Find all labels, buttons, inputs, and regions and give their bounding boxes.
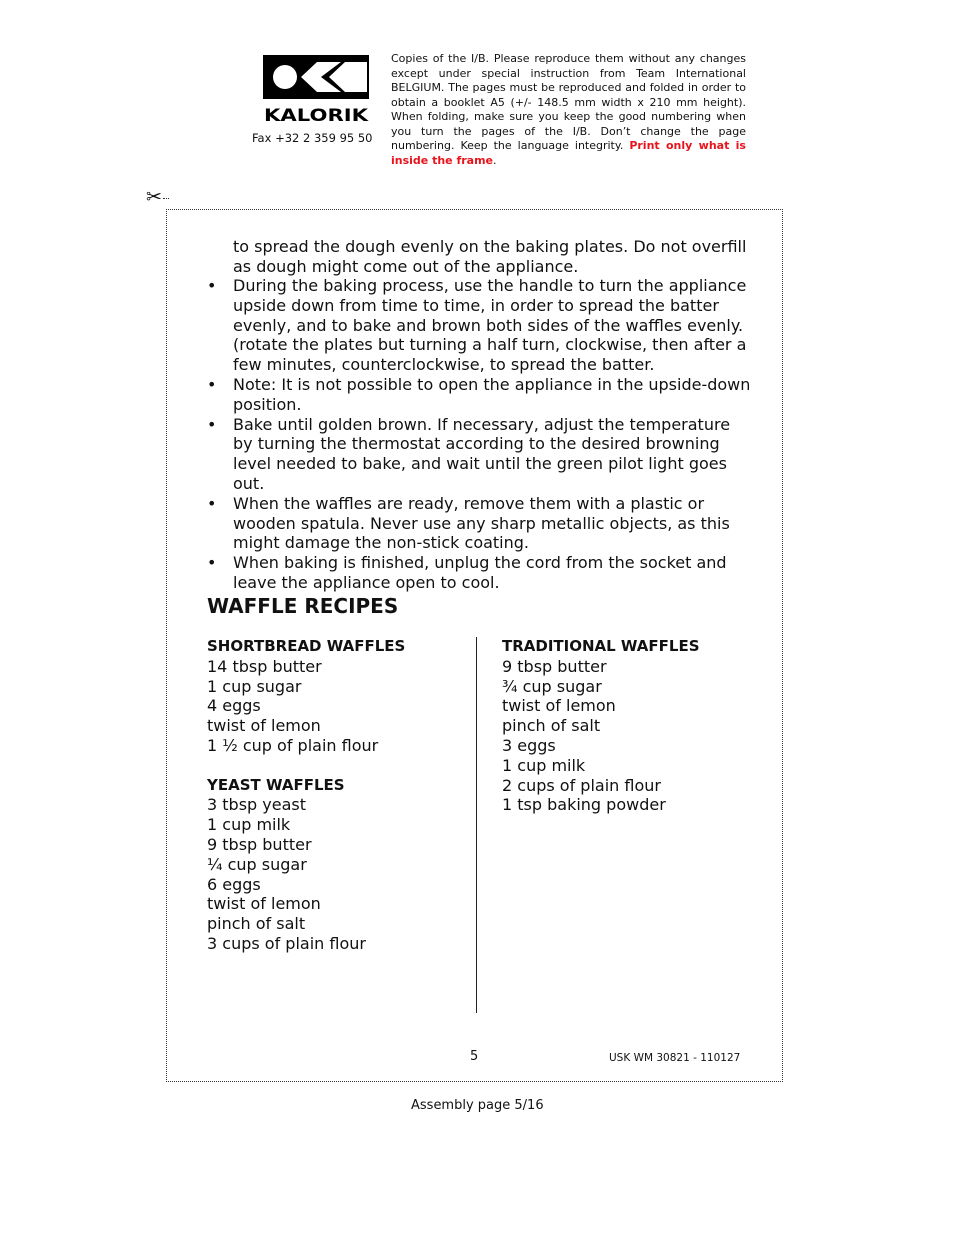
ingredient: 3 eggs [502, 735, 556, 755]
recipes-left-column [207, 637, 467, 954]
section-title: WAFFLE RECIPES [207, 594, 399, 618]
ingredient: twist of lemon [207, 894, 321, 914]
ingredient: twist of lemon [207, 716, 321, 736]
scissors-icon: ✂ [146, 186, 162, 208]
ingredient: 1 cup milk [502, 755, 586, 775]
brand-wordmark: KALORIK [264, 106, 369, 123]
list-item: • When the waffles are ready, remove them with a plastic or wooden spatula. Never use any sharp metallic objects, as this might damage the non-stick coating. [207, 494, 752, 553]
ingredient: 6 eggs [207, 874, 261, 894]
ingredient: 2 cups of plain flour [502, 775, 661, 795]
cut-line [163, 198, 169, 199]
ingredient: pinch of salt [502, 716, 601, 736]
ingredient: twist of lemon [502, 696, 616, 716]
instruction-list [207, 276, 752, 593]
list-item: • When baking is finished, unplug the cord from the socket and leave the appliance open to cool. [207, 553, 752, 593]
fax-number: Fax +32 2 359 95 50 [252, 131, 373, 145]
ingredient: 4 eggs [207, 696, 261, 716]
ingredient: ¾ cup sugar [502, 676, 602, 696]
page-number: 5 [470, 1049, 479, 1064]
recipe-title-shortbread: SHORTBREAD WAFFLES [207, 637, 406, 655]
ingredient: 1 cup sugar [207, 676, 302, 696]
kalorik-logo [263, 55, 369, 123]
spacer [207, 756, 467, 776]
ingredient: 9 tbsp butter [207, 834, 312, 854]
reproduction-notice [391, 52, 746, 168]
ingredient: 1 tsp baking powder [502, 795, 666, 815]
column-divider [476, 637, 477, 1013]
ingredient: 1 cup milk [207, 815, 291, 835]
list-item: • Note: It is not possible to open the appliance in the upside-down position. [207, 375, 752, 415]
recipes-right-column [502, 637, 762, 815]
list-item: • Bake until golden brown. If necessary, adjust the temperature by turning the thermostat according to the desired browning level needed to bake, and wait until the green pilot light goes out. [207, 415, 752, 494]
list-item: • During the baking process, use the handle to turn the appliance upside down from time to time, in order to spread the batter evenly, and to bake and brown both sides of the waffles evenly. (rotate the plates but turning a half turn, clockwise, then after a few minutes, counterclockwise, to spread the batter. [207, 276, 752, 375]
ingredient: 9 tbsp butter [502, 656, 607, 676]
continued-paragraph: to spread the dough evenly on the baking plates. Do not overfill as dough might come out of the appliance. [233, 237, 747, 276]
ingredient: 3 tbsp yeast [207, 795, 306, 815]
assembly-page-label: Assembly page 5/16 [411, 1098, 544, 1113]
notice-end: . [493, 153, 497, 167]
document-reference: USK WM 30821 - 110127 [609, 1052, 741, 1064]
ingredient: pinch of salt [207, 914, 306, 934]
notice-text: Copies of the I/B. Please reproduce them without any changes except under special instruction from Team International BELGIUM. The pages must be reproduced and folded in order to obtain a booklet A5 (+/- 148.5 mm width x 210 mm height). When folding, make sure you keep the good numbering when you turn the pages of the I/B. Don’t change the page numbering. Keep the language integrity. [391, 52, 746, 152]
ingredient: 14 tbsp butter [207, 656, 322, 676]
recipe-title-yeast: YEAST WAFFLES [207, 775, 345, 794]
ingredient: ¼ cup sugar [207, 854, 307, 874]
notice-warning: Print only what is inside the frame [391, 139, 746, 167]
ingredient: 3 cups of plain flour [207, 933, 366, 953]
recipe-title-traditional: TRADITIONAL WAFFLES [502, 637, 700, 655]
ingredient: 1 ½ cup of plain flour [207, 735, 379, 755]
